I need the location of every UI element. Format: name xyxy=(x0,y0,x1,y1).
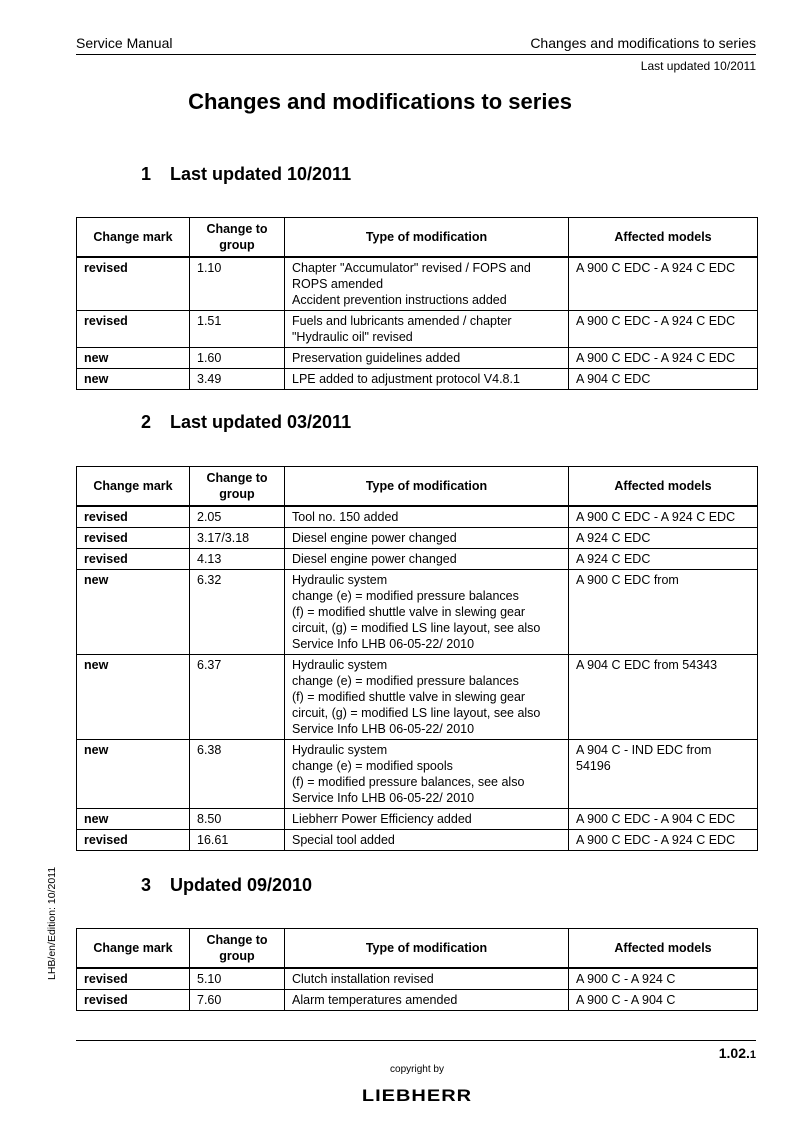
cell-type: Diesel engine power changed xyxy=(285,528,569,549)
cell-models: A 900 C EDC - A 924 C EDC xyxy=(569,257,758,311)
cell-type: Hydraulic system change (e) = modified spools (f) = modified pressure balances, see also Service Info LHB 06-05-22/ 2010 xyxy=(285,740,569,809)
table-row xyxy=(77,968,758,990)
changes-table xyxy=(76,217,758,390)
section-title: Updated 09/2010 xyxy=(170,875,313,895)
table-row xyxy=(77,506,758,528)
cell-models: A 924 C EDC xyxy=(569,528,758,549)
column-header-mark: Change mark xyxy=(77,218,190,258)
cell-type: LPE added to adjustment protocol V4.8.1 xyxy=(285,369,569,390)
column-header-models: Affected models xyxy=(569,218,758,258)
cell-models: A 900 C EDC - A 924 C EDC xyxy=(569,311,758,348)
copyright-text: copyright by xyxy=(390,1064,444,1075)
table-row xyxy=(77,369,758,390)
cell-mark: revised xyxy=(77,830,190,851)
cell-type: Hydraulic system change (e) = modified pressure balances (f) = modified shuttle valve in slewing gear circuit, (g) = modified LS line layout, see also Service Info LHB 06-05-22/ 2010 xyxy=(285,655,569,740)
cell-models: A 904 C - IND EDC from 54196 xyxy=(569,740,758,809)
edition-side-text: LHB/en/Edition: 10/2011 xyxy=(46,866,58,980)
table-row xyxy=(77,311,758,348)
cell-mark: new xyxy=(77,369,190,390)
cell-mark: new xyxy=(77,655,190,740)
section-heading xyxy=(141,164,351,185)
column-header-type: Type of modification xyxy=(285,929,569,969)
cell-mark: revised xyxy=(77,968,190,990)
column-header-models: Affected models xyxy=(569,929,758,969)
cell-models: A 900 C EDC from xyxy=(569,570,758,655)
cell-models: A 900 C EDC - A 924 C EDC xyxy=(569,830,758,851)
cell-group: 1.60 xyxy=(190,348,285,369)
section-number: 2 xyxy=(141,412,152,432)
table-row xyxy=(77,348,758,369)
cell-mark: new xyxy=(77,809,190,830)
table-row xyxy=(77,528,758,549)
cell-group: 2.05 xyxy=(190,506,285,528)
column-header-type: Type of modification xyxy=(285,218,569,258)
table-row xyxy=(77,809,758,830)
header-rule xyxy=(76,54,756,55)
header-left: Service Manual xyxy=(76,35,173,51)
cell-models: A 900 C EDC - A 904 C EDC xyxy=(569,809,758,830)
cell-type: Diesel engine power changed xyxy=(285,549,569,570)
cell-mark: new xyxy=(77,570,190,655)
cell-models: A 900 C - A 924 C xyxy=(569,968,758,990)
column-header-group: Change to group xyxy=(190,929,285,969)
cell-type: Clutch installation revised xyxy=(285,968,569,990)
cell-type: Chapter "Accumulator" revised / FOPS and ROPS amended Accident prevention instructions added xyxy=(285,257,569,311)
section-number: 1 xyxy=(141,164,152,184)
cell-models: A 900 C EDC - A 924 C EDC xyxy=(569,506,758,528)
section-title: Last updated 10/2011 xyxy=(170,164,352,184)
table-header-row xyxy=(77,929,758,969)
footer-rule xyxy=(76,1040,756,1041)
cell-group: 3.17/3.18 xyxy=(190,528,285,549)
column-header-type: Type of modification xyxy=(285,467,569,507)
cell-mark: revised xyxy=(77,990,190,1011)
table-header-row xyxy=(77,467,758,507)
cell-mark: revised xyxy=(77,549,190,570)
table-row xyxy=(77,655,758,740)
cell-group: 1.51 xyxy=(190,311,285,348)
cell-models: A 924 C EDC xyxy=(569,549,758,570)
cell-group: 5.10 xyxy=(190,968,285,990)
cell-type: Alarm temperatures amended xyxy=(285,990,569,1011)
cell-models: A 904 C EDC from 54343 xyxy=(569,655,758,740)
cell-group: 6.32 xyxy=(190,570,285,655)
cell-group: 7.60 xyxy=(190,990,285,1011)
cell-type: Tool no. 150 added xyxy=(285,506,569,528)
cell-models: A 904 C EDC xyxy=(569,369,758,390)
cell-group: 3.49 xyxy=(190,369,285,390)
table-row xyxy=(77,740,758,809)
column-header-mark: Change mark xyxy=(77,929,190,969)
table-row xyxy=(77,257,758,311)
cell-mark: revised xyxy=(77,257,190,311)
cell-mark: revised xyxy=(77,528,190,549)
column-header-mark: Change mark xyxy=(77,467,190,507)
table-row xyxy=(77,830,758,851)
section-heading xyxy=(141,875,312,896)
section-title: Last updated 03/2011 xyxy=(170,412,352,432)
page-number xyxy=(719,1045,756,1061)
cell-group: 8.50 xyxy=(190,809,285,830)
cell-mark: new xyxy=(77,348,190,369)
cell-type: Preservation guidelines added xyxy=(285,348,569,369)
cell-group: 6.37 xyxy=(190,655,285,740)
cell-mark: new xyxy=(77,740,190,809)
liebherr-logo: LIEBHERR xyxy=(361,1086,473,1106)
cell-group: 4.13 xyxy=(190,549,285,570)
column-header-group: Change to group xyxy=(190,467,285,507)
column-header-group: Change to group xyxy=(190,218,285,258)
column-header-models: Affected models xyxy=(569,467,758,507)
cell-models: A 900 C EDC - A 924 C EDC xyxy=(569,348,758,369)
cell-group: 16.61 xyxy=(190,830,285,851)
cell-type: Special tool added xyxy=(285,830,569,851)
cell-group: 6.38 xyxy=(190,740,285,809)
cell-type: Hydraulic system change (e) = modified pressure balances (f) = modified shuttle valve in slewing gear circuit, (g) = modified LS line layout, see also Service Info LHB 06-05-22/ 2010 xyxy=(285,570,569,655)
table-row xyxy=(77,570,758,655)
section-heading xyxy=(141,412,351,433)
cell-models: A 900 C - A 904 C xyxy=(569,990,758,1011)
cell-mark: revised xyxy=(77,506,190,528)
table-row xyxy=(77,549,758,570)
header-right: Changes and modifications to series xyxy=(530,35,756,51)
page-title: Changes and modifications to series xyxy=(188,89,572,114)
section-number: 3 xyxy=(141,875,152,895)
table-row xyxy=(77,990,758,1011)
header-last-updated: Last updated 10/2011 xyxy=(640,59,756,73)
cell-mark: revised xyxy=(77,311,190,348)
cell-group: 1.10 xyxy=(190,257,285,311)
cell-type: Liebherr Power Efficiency added xyxy=(285,809,569,830)
changes-table xyxy=(76,466,758,851)
table-header-row xyxy=(77,218,758,258)
cell-type: Fuels and lubricants amended / chapter "Hydraulic oil" revised xyxy=(285,311,569,348)
page-number-main: 1.02. xyxy=(718,1045,750,1061)
changes-table xyxy=(76,928,758,1011)
page-number-sub: 1 xyxy=(749,1049,756,1061)
